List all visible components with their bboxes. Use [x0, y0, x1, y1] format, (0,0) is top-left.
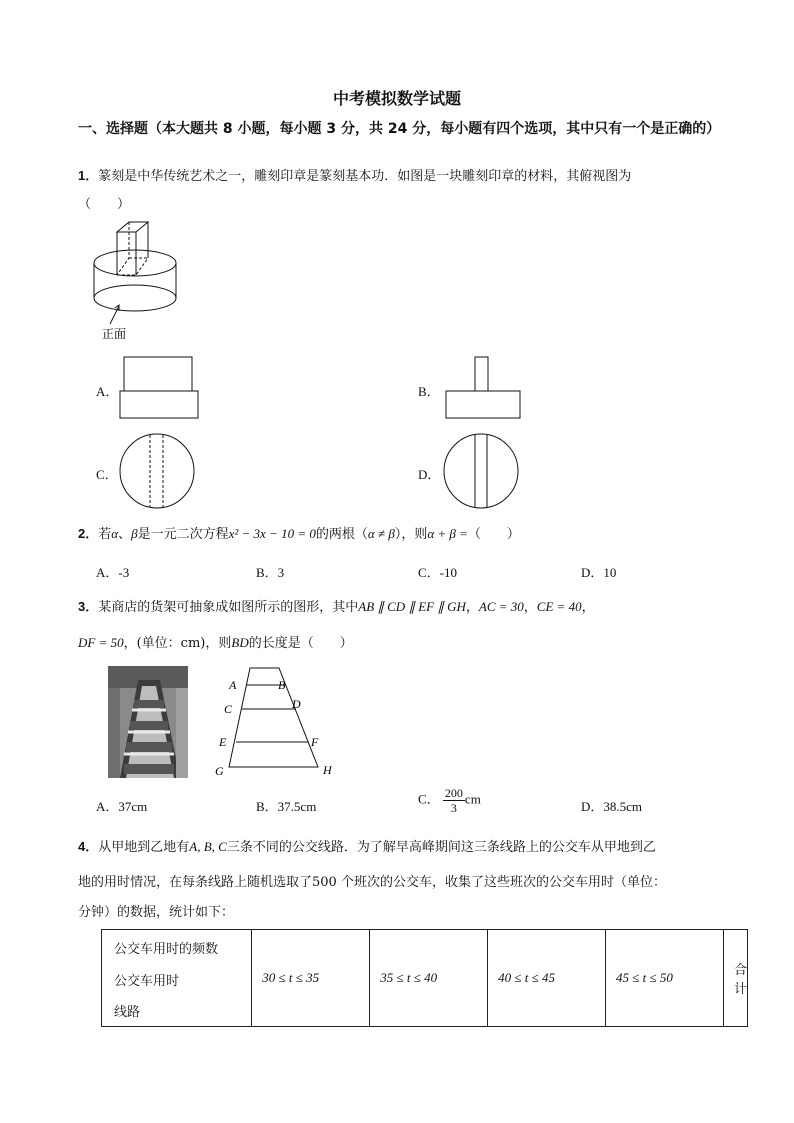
question-3	[78, 598, 595, 617]
math-sum: α + β =	[427, 526, 468, 541]
option-unit: cm	[464, 791, 481, 807]
question-text: ），则	[394, 527, 428, 542]
option-d-figure	[442, 432, 522, 512]
table-header: 30 ≤ t ≤ 35	[252, 930, 370, 1027]
table-header: 40 ≤ t ≤ 45	[488, 930, 606, 1027]
table-header: 45 ≤ t ≤ 50	[606, 930, 724, 1027]
question-text: 从甲地到乙地有	[98, 840, 190, 855]
front-label: 正面	[102, 327, 127, 341]
question-text: 的两根（	[315, 527, 368, 542]
option-a[interactable]: A．	[96, 384, 119, 399]
frequency-table	[101, 929, 748, 1027]
fraction	[443, 786, 465, 815]
fraction-denominator: 3	[450, 801, 457, 815]
answer-paren: （ ）	[78, 197, 131, 212]
option-a-figure	[118, 355, 202, 421]
option-b[interactable]: B．3	[256, 565, 285, 580]
question-text: 的长度是（ ）	[248, 636, 353, 651]
question-text: 若	[98, 527, 112, 542]
separator: ，	[581, 600, 595, 615]
math-condition: α ≠ β	[367, 526, 395, 541]
math-df: DF = 50	[78, 635, 124, 650]
question-4-line-2: 地的用时情况，在每条线路上随机选取了500 个班次的公交车，收集了这些班次的公交车用时（单位：	[78, 875, 666, 890]
question-2	[78, 525, 520, 544]
math-routes: A, B, C	[189, 839, 227, 854]
shelf-photo	[108, 666, 188, 778]
question-4-line-3: 分钟）的数据，统计如下：	[78, 905, 235, 920]
section-heading: 一、选择题（本大题共 8 小题，每小题 3 分，共 24 分，每小题有四个选项，其中只有一个是正确的）	[78, 121, 721, 137]
corner-cell	[102, 930, 252, 1027]
point-b: B	[278, 678, 286, 692]
option-a[interactable]: A．-3	[96, 565, 130, 580]
math-alpha: α	[111, 526, 119, 541]
corner-label-time: 公交车用时	[114, 974, 180, 989]
question-text: ，(单位：cm)，则	[123, 636, 232, 651]
question-text: 篆刻是中华传统艺术之一，雕刻印章是篆刻基本功．如图是一块雕刻印章的材料，其俯视图为	[98, 169, 632, 184]
option-b[interactable]: B．	[418, 384, 440, 399]
separator: 、	[118, 527, 132, 542]
point-g: G	[215, 764, 224, 778]
option-d[interactable]: D．	[418, 467, 441, 482]
seal-material-figure	[88, 218, 188, 346]
math-equation: x² − 3x − 10 = 0	[228, 526, 316, 541]
point-c: C	[224, 702, 233, 716]
math-ac: AC = 30	[478, 599, 524, 614]
separator: ，	[465, 600, 479, 615]
table-header: 35 ≤ t ≤ 40	[370, 930, 488, 1027]
option-d[interactable]: D．10	[581, 565, 617, 580]
point-a: A	[229, 678, 237, 692]
question-3-line-2	[78, 634, 353, 653]
answer-paren: （ ）	[467, 527, 520, 542]
point-e: E	[219, 735, 227, 749]
corner-label-route: 线路	[114, 1005, 141, 1020]
question-text: 三条不同的公交线路．为了解早高峰期间这三条线路上的公交车从甲地到乙	[226, 840, 656, 855]
option-c[interactable]: C．-10	[418, 565, 458, 580]
option-label: C．	[418, 791, 440, 807]
table-header: 合计	[723, 930, 747, 1027]
option-d[interactable]: D．38.5cm	[581, 799, 643, 814]
question-text: 某商店的货架可抽象成如图所示的图形，其中	[98, 600, 359, 615]
option-b-figure	[444, 355, 524, 421]
separator: ，	[523, 600, 537, 615]
question-text: 是一元二次方程	[137, 527, 229, 542]
option-c[interactable]	[418, 786, 481, 815]
point-d: D	[292, 697, 301, 711]
point-h: H	[323, 763, 332, 777]
question-number: 1．	[78, 168, 99, 183]
question-number: 3．	[78, 599, 99, 614]
math-bd: BD	[231, 635, 249, 650]
fraction-numerator: 200	[444, 786, 463, 800]
point-f: F	[311, 735, 319, 749]
question-4	[78, 838, 656, 857]
math-ce: CE = 40	[536, 599, 582, 614]
page-title: 中考模拟数学试题	[332, 89, 461, 108]
shelf-diagram	[212, 664, 342, 780]
option-c-figure	[118, 432, 198, 512]
option-a[interactable]: A．37cm	[96, 799, 148, 814]
corner-label-frequency: 公交车用时的频数	[114, 942, 219, 957]
question-number: 2．	[78, 526, 99, 541]
option-b[interactable]: B．37.5cm	[256, 799, 317, 814]
math-parallel: AB ∥ CD ∥ EF ∥ GH	[358, 599, 466, 614]
option-c[interactable]: C．	[96, 467, 118, 482]
question-number: 4．	[78, 839, 99, 854]
math-beta: β	[131, 526, 138, 541]
question-1	[78, 167, 631, 186]
table-row	[102, 930, 748, 1027]
